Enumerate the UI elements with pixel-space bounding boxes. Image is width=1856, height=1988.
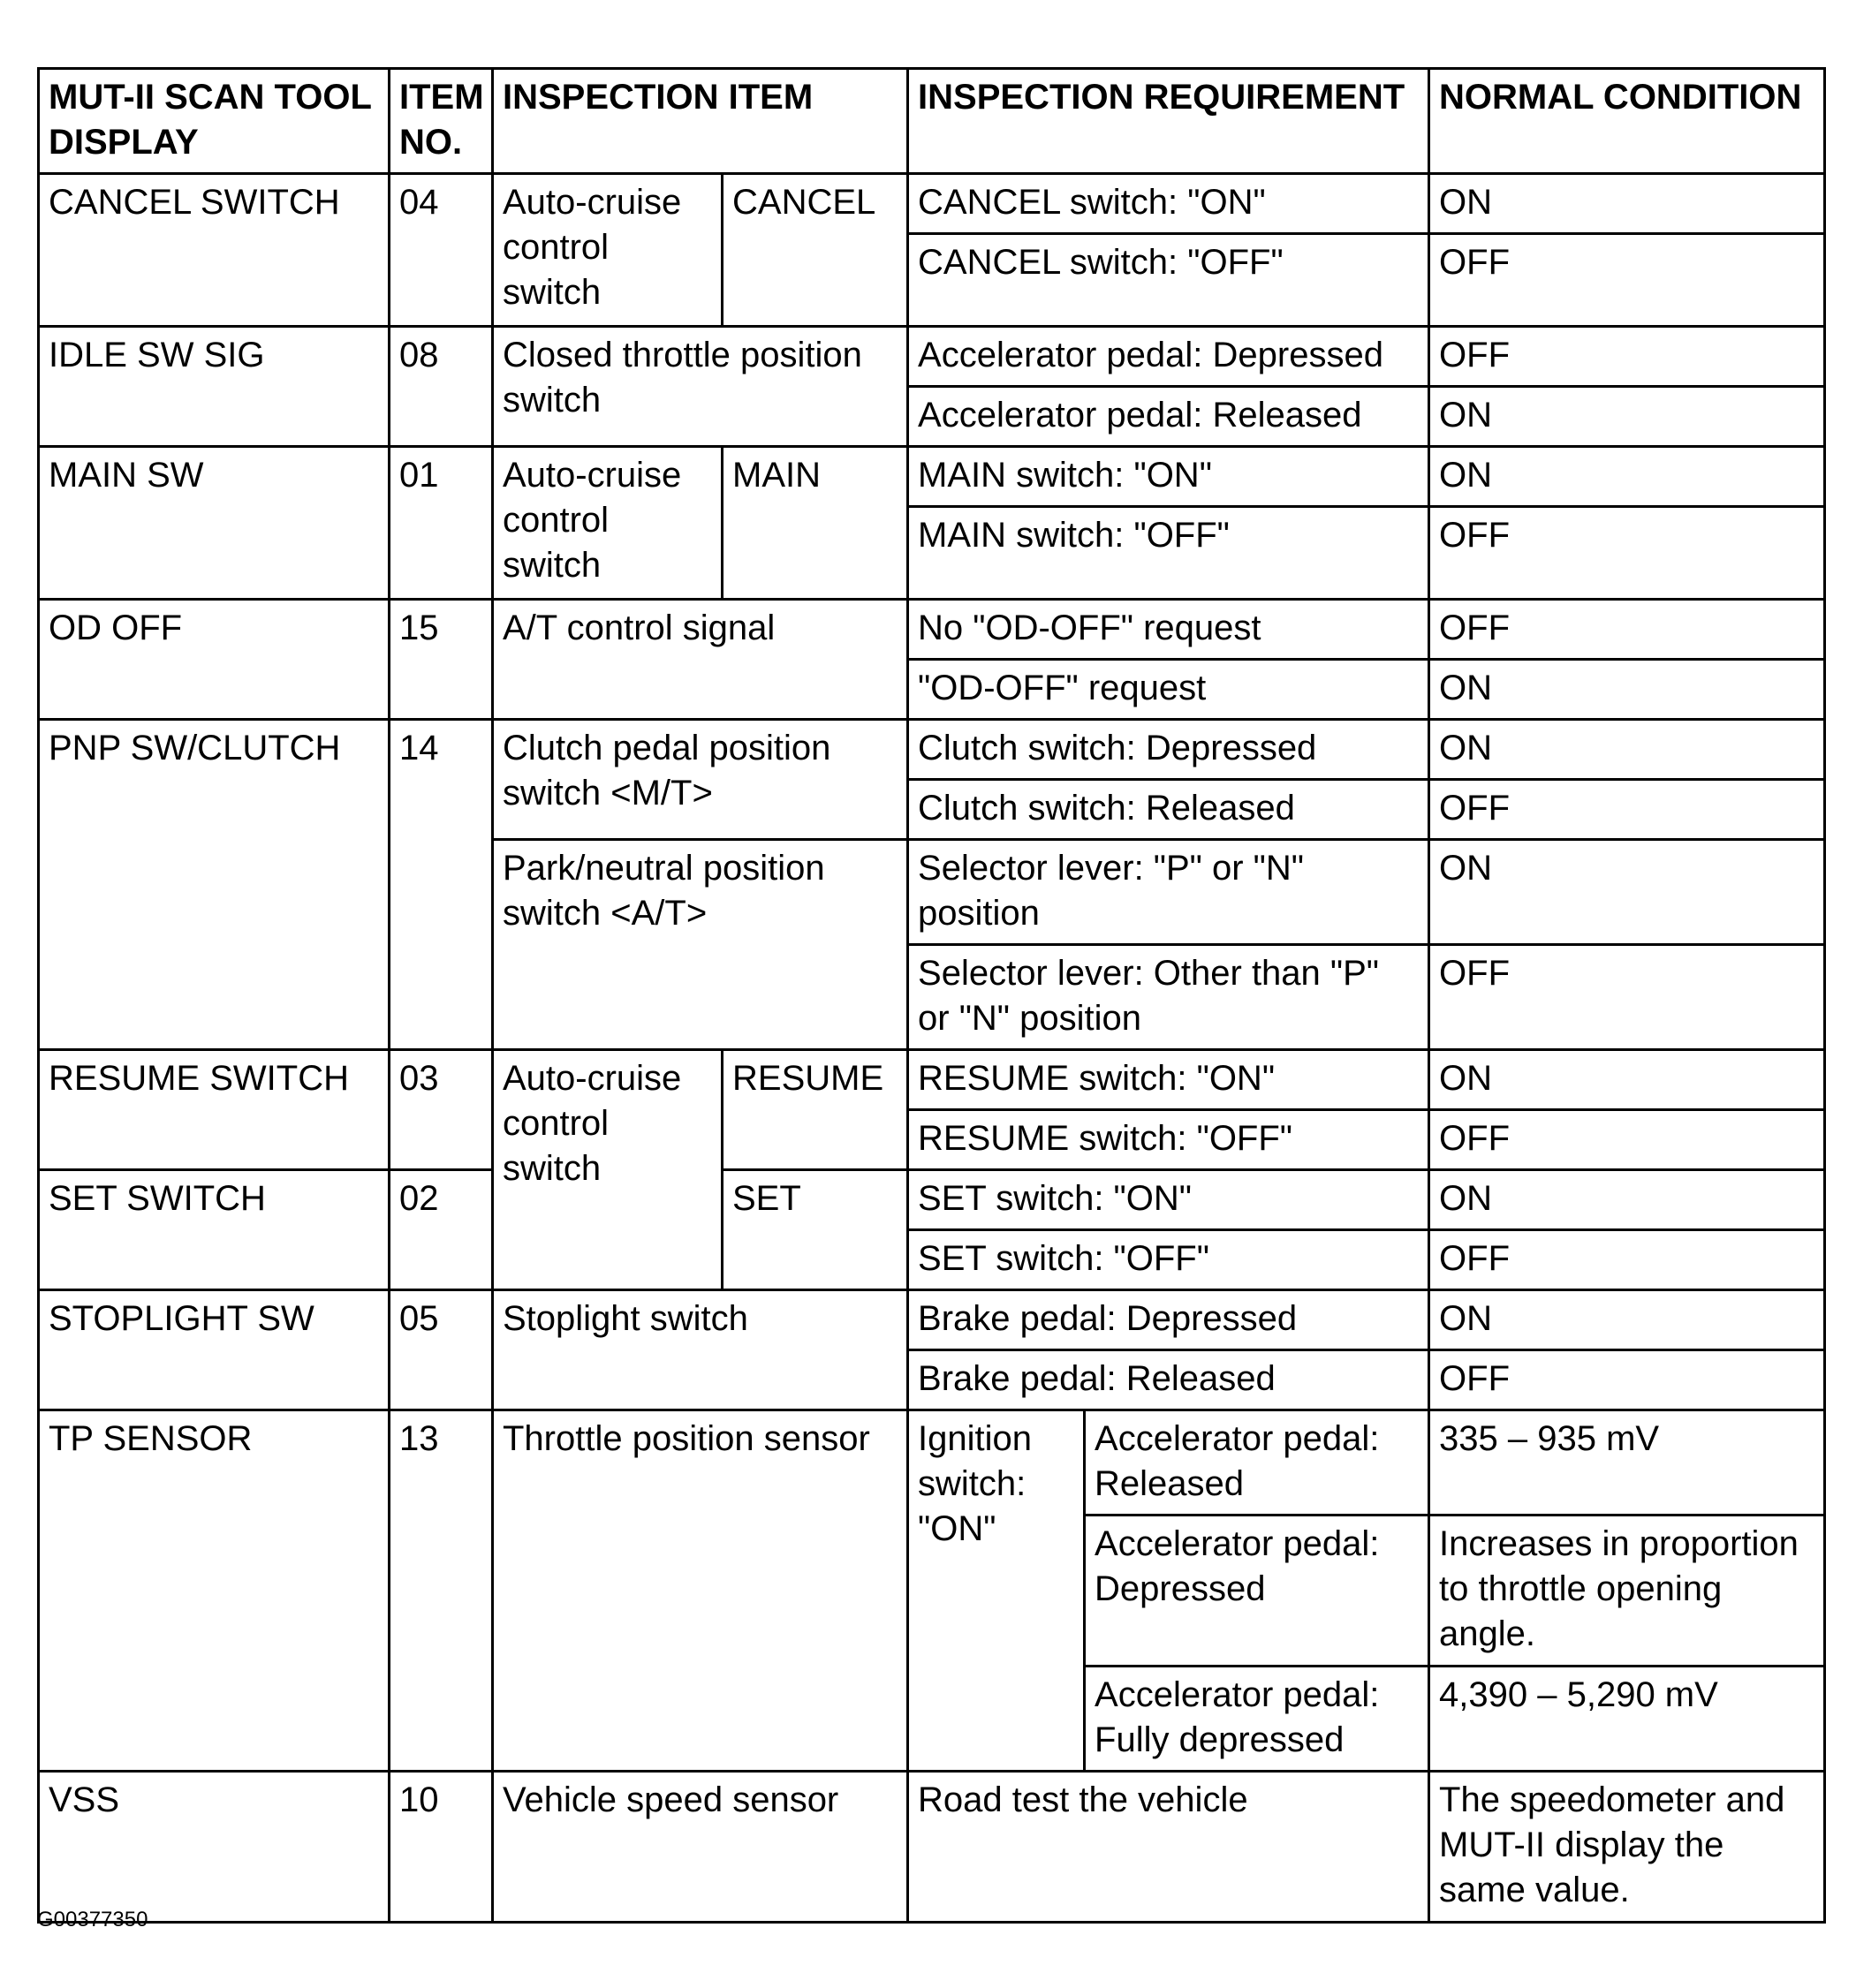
inspection-item-cell: A/T control signal — [493, 600, 908, 720]
item-no-cell: 03 — [390, 1050, 493, 1170]
normal-cell: ON — [1429, 1050, 1825, 1110]
display-cell: MAIN SW — [39, 447, 390, 600]
requirement-cell: RESUME switch: "OFF" — [908, 1110, 1429, 1170]
inspection-subitem-cell: CANCEL — [723, 174, 908, 327]
normal-cell: OFF — [1429, 1110, 1825, 1170]
table-row — [39, 327, 1825, 387]
requirement-cell: Clutch switch: Released — [908, 780, 1429, 840]
normal-cell: OFF — [1429, 1350, 1825, 1410]
header-row — [39, 69, 1825, 174]
normal-cell: ON — [1429, 447, 1825, 507]
normal-cell: ON — [1429, 1170, 1825, 1230]
requirement-cell: CANCEL switch: "ON" — [908, 174, 1429, 234]
table-row — [39, 1290, 1825, 1350]
display-cell: VSS — [39, 1772, 390, 1923]
figure-id: G00377350 — [37, 1908, 148, 1931]
display-cell: OD OFF — [39, 600, 390, 720]
inspection-item-cell: Park/neutral position switch <A/T> — [493, 840, 908, 1050]
inspection-subitem-cell: SET — [723, 1170, 908, 1290]
display-cell: CANCEL SWITCH — [39, 174, 390, 327]
header-item-no: ITEM NO. — [390, 69, 493, 174]
requirement-cell: Accelerator pedal: Depressed — [908, 327, 1429, 387]
table-row — [39, 1050, 1825, 1110]
display-cell: RESUME SWITCH — [39, 1050, 390, 1170]
requirement-cell: MAIN switch: "OFF" — [908, 507, 1429, 600]
item-no-cell: 01 — [390, 447, 493, 600]
inspection-item-cell: Stoplight switch — [493, 1290, 908, 1410]
item-no-cell: 04 — [390, 174, 493, 327]
item-no-cell: 15 — [390, 600, 493, 720]
normal-cell: ON — [1429, 660, 1825, 720]
header-inspection-item: INSPECTION ITEM — [493, 69, 908, 174]
requirement-cell: SET switch: "OFF" — [908, 1230, 1429, 1290]
requirement-cell: Clutch switch: Depressed — [908, 720, 1429, 780]
table-row — [39, 1772, 1825, 1923]
inspection-item-cell: Throttle position sensor — [493, 1410, 908, 1772]
requirement-cell: Accelerator pedal: Depressed — [1085, 1516, 1429, 1667]
normal-cell: OFF — [1429, 327, 1825, 387]
display-cell: TP SENSOR — [39, 1410, 390, 1772]
table-row — [39, 1410, 1825, 1516]
table-row — [39, 1170, 1825, 1230]
normal-cell: ON — [1429, 387, 1825, 447]
requirement-cell: RESUME switch: "ON" — [908, 1050, 1429, 1110]
inspection-subitem-cell: RESUME — [723, 1050, 908, 1170]
requirement-cell: No "OD-OFF" request — [908, 600, 1429, 660]
inspection-item-cell: Auto-cruise control switch — [493, 1050, 723, 1290]
item-no-cell: 10 — [390, 1772, 493, 1923]
table-row — [39, 720, 1825, 780]
normal-cell: ON — [1429, 840, 1825, 945]
display-cell: SET SWITCH — [39, 1170, 390, 1290]
normal-cell: Increases in proportion to throttle opening angle. — [1429, 1516, 1825, 1667]
table-row — [39, 174, 1825, 234]
requirement-cell: MAIN switch: "ON" — [908, 447, 1429, 507]
header-normal-condition: NORMAL CONDITION — [1429, 69, 1825, 174]
requirement-cell: Road test the vehicle — [908, 1772, 1429, 1923]
normal-cell: OFF — [1429, 507, 1825, 600]
header-inspection-requirement: INSPECTION REQUIREMENT — [908, 69, 1429, 174]
display-cell: STOPLIGHT SW — [39, 1290, 390, 1410]
inspection-item-cell: Closed throttle position switch — [493, 327, 908, 447]
normal-cell: OFF — [1429, 780, 1825, 840]
normal-cell: OFF — [1429, 945, 1825, 1050]
inspection-subitem-cell: MAIN — [723, 447, 908, 600]
inspection-item-cell: Auto-cruise control switch — [493, 174, 723, 327]
requirement-cell: SET switch: "ON" — [908, 1170, 1429, 1230]
normal-cell: The speedometer and MUT-II display the same value. — [1429, 1772, 1825, 1923]
requirement-cell: Brake pedal: Released — [908, 1350, 1429, 1410]
inspection-item-cell: Auto-cruise control switch — [493, 447, 723, 600]
display-cell: PNP SW/CLUTCH — [39, 720, 390, 1050]
inspection-item-cell: Vehicle speed sensor — [493, 1772, 908, 1923]
item-no-cell: 02 — [390, 1170, 493, 1290]
normal-cell: ON — [1429, 1290, 1825, 1350]
item-no-cell: 08 — [390, 327, 493, 447]
inspection-item-cell: Clutch pedal position switch <M/T> — [493, 720, 908, 840]
requirement-cell: Selector lever: Other than "P" or "N" position — [908, 945, 1429, 1050]
header-display: MUT-II SCAN TOOL DISPLAY — [39, 69, 390, 174]
requirement-cell: Brake pedal: Depressed — [908, 1290, 1429, 1350]
normal-cell: ON — [1429, 174, 1825, 234]
item-no-cell: 13 — [390, 1410, 493, 1772]
requirement-cell: Accelerator pedal: Fully depressed — [1085, 1667, 1429, 1772]
requirement-condition-cell: Ignition switch: "ON" — [908, 1410, 1085, 1772]
normal-cell: OFF — [1429, 1230, 1825, 1290]
normal-cell: OFF — [1429, 234, 1825, 327]
item-no-cell: 05 — [390, 1290, 493, 1410]
inspection-table — [37, 67, 1826, 1924]
normal-cell: 4,390 – 5,290 mV — [1429, 1667, 1825, 1772]
item-no-cell: 14 — [390, 720, 493, 1050]
requirement-cell: Accelerator pedal: Released — [1085, 1410, 1429, 1516]
normal-cell: ON — [1429, 720, 1825, 780]
display-cell: IDLE SW SIG — [39, 327, 390, 447]
table-row — [39, 447, 1825, 507]
normal-cell: 335 – 935 mV — [1429, 1410, 1825, 1516]
requirement-cell: CANCEL switch: "OFF" — [908, 234, 1429, 327]
requirement-cell: "OD-OFF" request — [908, 660, 1429, 720]
requirement-cell: Accelerator pedal: Released — [908, 387, 1429, 447]
table-row — [39, 600, 1825, 660]
normal-cell: OFF — [1429, 600, 1825, 660]
requirement-cell: Selector lever: "P" or "N" position — [908, 840, 1429, 945]
